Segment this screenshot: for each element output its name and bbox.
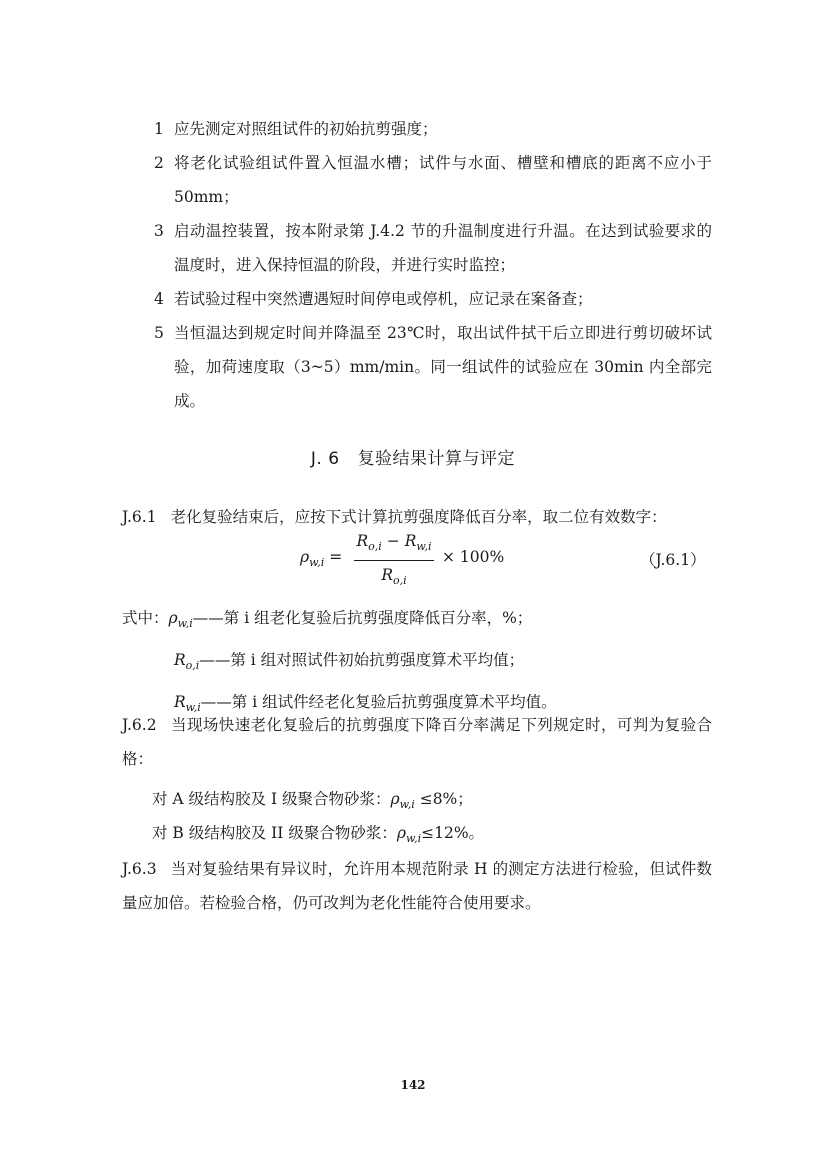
section-heading: [0, 444, 826, 469]
list-item: [122, 214, 712, 282]
list-item-number: 5: [154, 324, 164, 342]
fraction-bar: [354, 560, 434, 561]
list-item-number: 3: [154, 222, 164, 240]
clause-text: 老化复验结束后，应按下式计算抗剪强度降低百分率，取二位有效数字：: [170, 508, 667, 526]
list-item: [122, 316, 712, 418]
clause-text: 当现场快速老化复验后的抗剪强度下降百分率满足下列规定时，可判为复验合格：: [122, 716, 712, 768]
clause-text: 当对复验结果有异议时，允许用本规范附录 H 的测定方法进行检验，但试件数量应加倍。若检验合格，仍可改判为老化性能符合使用要求。: [122, 860, 712, 912]
list-item-number: 1: [154, 120, 164, 138]
list-item: [122, 282, 712, 316]
list-item-text: 启动温控装置，按本附录第 J.4.2 节的升温制度进行升温。在达到试验要求的温度时，进入保持恒温的阶段，并进行实时监控；: [174, 222, 712, 274]
formula-numerator: $R_{o,i} - R_{w,i}$: [356, 532, 432, 553]
section-number: J. 6: [310, 449, 340, 469]
definition-row: 式中：$\rho_{w,i}——$第 i 组老化复验后抗剪强度降低百分率，%；: [122, 609, 533, 630]
definition-text: ——第 i 组试件经老化复验后抗剪强度算术平均值。: [200, 693, 557, 711]
list-item-text: 应先测定对照组试件的初始抗剪强度；: [174, 120, 438, 138]
formula-j61: [300, 530, 720, 586]
definition-text: ——第 i 组老化复验后抗剪强度降低百分率，%；: [192, 609, 533, 627]
clause-id: J.6.1: [122, 508, 157, 526]
formula-fraction: [354, 530, 434, 592]
clause-id: J.6.2: [122, 716, 157, 734]
list-item-number: 4: [154, 290, 164, 308]
formula-lhs: $\rho_{w,i}$ =: [300, 548, 343, 569]
list-item-number: 2: [154, 154, 164, 172]
clause-j61: [122, 500, 712, 534]
section-title: 复验结果计算与评定: [357, 449, 516, 469]
list-item-text: 若试验过程中突然遭遇短时间停电或停机，应记录在案备查；: [174, 290, 593, 308]
definition-lead: 式中：: [122, 609, 169, 627]
list-item: [122, 112, 712, 146]
page-number: 142: [400, 1078, 426, 1092]
equation-number: （J.6.1）: [640, 551, 706, 569]
list-item-text: 当恒温达到规定时间并降温至 23℃时，取出试件拭干后立即进行剪切破坏试验，加荷速度取（3~5）mm/min。同一组试件的试验应在 30min 内全部完成。: [174, 324, 712, 410]
list-item-text: 将老化试验组试件置入恒温水槽；试件与水面、槽壁和槽底的距离不应小于 50mm；: [174, 154, 712, 206]
procedure-list: [122, 112, 712, 418]
formula-rhs: × 100%: [442, 548, 505, 566]
clause-j63: [122, 852, 712, 920]
criterion-a: 对 A 级结构胶及 I 级聚合物砂浆：$\rho_{w,i} \le 8\%$；: [152, 790, 473, 811]
definition-row: $R_{w,i}——$第 i 组试件经老化复验后抗剪强度算术平均值。: [174, 693, 557, 714]
clause-j62: [122, 708, 712, 776]
definition-text: ——第 i 组对照试件初始抗剪强度算术平均值；: [199, 651, 525, 669]
clause-id: J.6.3: [122, 860, 157, 878]
formula-denominator: $R_{o,i}$: [381, 566, 407, 587]
definition-row: $R_{o,i}——$第 i 组对照试件初始抗剪强度算术平均值；: [174, 651, 525, 672]
list-item: [122, 146, 712, 214]
criterion-b: 对 B 级结构胶及 II 级聚合物砂浆：$\rho_{w,i}\le 12\%$。: [152, 824, 485, 845]
